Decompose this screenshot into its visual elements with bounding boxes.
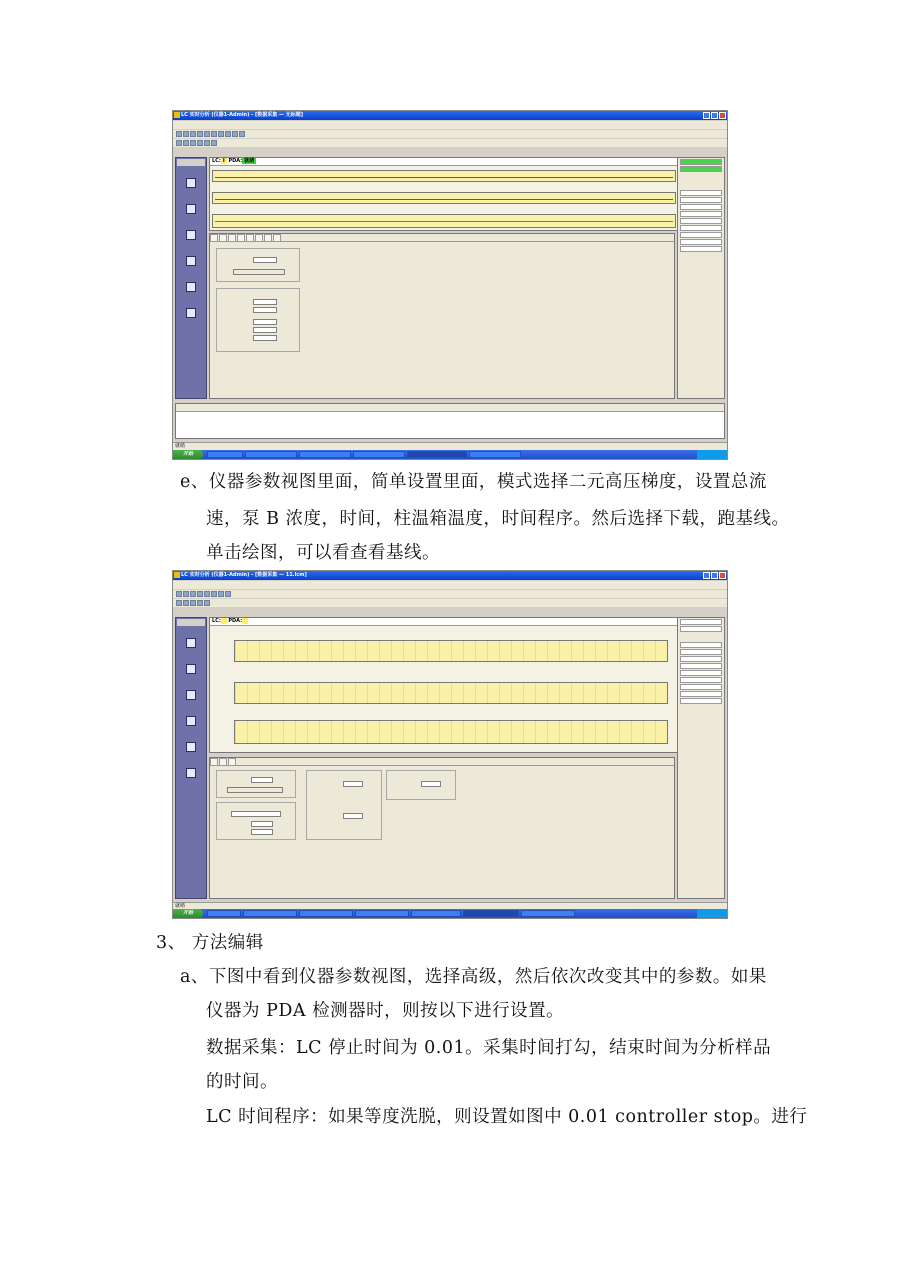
taskbar-item[interactable] [299,910,353,917]
toolbar-secondary [173,599,727,607]
status-field [680,619,722,625]
nav-item[interactable] [176,664,206,675]
status-field [680,232,722,238]
status-field [680,239,722,245]
toolbar-icon[interactable] [176,140,182,146]
window-controls [703,572,726,579]
status-text: 就绪 [175,903,186,909]
status-field [680,197,722,203]
lc-stop-time-input[interactable] [253,257,277,263]
chart-grid [235,641,667,661]
nav-item[interactable] [176,690,206,701]
message-log [175,403,725,439]
tab[interactable] [255,234,263,241]
adc-group [386,770,456,800]
minimize-icon[interactable] [703,572,710,579]
paragraph-lc-line1: LC 时间程序：如果等度洗脱，则设置如图中 0.01 controller stop。进行 [206,1107,808,1127]
maximize-icon[interactable] [711,112,718,119]
save-icon[interactable] [190,591,196,597]
screenshot-lc-realtime-analysis-1 [172,110,728,460]
open-file-icon[interactable] [183,131,189,137]
new-file-icon[interactable] [176,131,182,137]
system-tray [697,450,727,459]
tab[interactable] [246,234,254,241]
app-icon [174,112,180,118]
status-text: 就绪 [175,443,186,449]
instrument-icon [186,664,196,674]
return-icon [186,638,196,648]
sampling-select[interactable] [253,307,277,313]
print-icon[interactable] [197,131,203,137]
paragraph-e-line1: e、仪器参数视图里面，简单设置里面，模式选择二元高压梯度，设置总流 [180,472,767,492]
start-icon [186,690,196,700]
start-button[interactable]: 开始 [173,909,203,918]
status-field [680,663,722,669]
taskbar-item[interactable] [463,910,519,917]
chromatogram-view [209,617,679,753]
screenshot-lc-realtime-analysis-2 [172,570,728,919]
mode-select[interactable] [231,811,281,817]
tab[interactable] [228,234,236,241]
lc-time-program-group [216,248,300,282]
minimize-icon[interactable] [703,112,710,119]
left-nav-pane [175,157,207,399]
system-tray [697,909,727,918]
window-title: LC 实时分析 (仪器1-Admin) - [数据采集 — 无标题] [181,112,304,118]
status-field [680,677,722,683]
nav-pane-title [177,619,205,626]
tab[interactable] [219,234,227,241]
trace-plot[interactable] [212,170,676,182]
status-field [680,684,722,690]
tab[interactable] [210,758,218,765]
acquisition-time-group [216,288,300,352]
pda-group [306,770,382,840]
adc-end-time-input[interactable] [421,781,441,787]
toolbar-icon[interactable] [211,140,217,146]
window-titlebar [173,571,727,580]
paragraph-e-line3: 单击绘图，可以看查看基线。 [206,543,440,563]
paragraph-data-line2: 的时间。 [206,1072,278,1092]
sampling-select[interactable] [253,299,277,305]
status-field [680,656,722,662]
chart-grid [235,683,667,703]
toolbar-icon[interactable] [183,140,189,146]
chromatogram-view [209,157,679,231]
nav-item[interactable] [176,178,206,189]
status-field [680,649,722,655]
status-field [680,246,722,252]
paragraph-a-line1: a、下图中看到仪器参数视图，选择高级，然后依次改变其中的参数。如果 [180,967,767,987]
toolbar-icon[interactable] [197,140,203,146]
instrument-icon [186,178,196,188]
app-icon [174,572,180,578]
tab[interactable] [237,234,245,241]
status-field [680,642,722,648]
tab[interactable] [210,234,218,241]
stop-icon [186,716,196,726]
paragraph-data-line1: 数据采集：LC 停止时间为 0.01。采集时间打勾，结束时间为分析样品 [206,1038,772,1058]
paragraph-e-line2: 速，泵 B 浓度，时间，柱温箱温度，时间程序。然后选择下载，跑基线。 [206,509,790,529]
status-field [680,190,722,196]
toolbar-icon[interactable] [190,600,196,606]
pda-end-time-input[interactable] [343,781,363,787]
time-constant-select[interactable] [253,335,277,341]
toolbar-icon[interactable] [211,591,217,597]
taskbar-item[interactable] [245,451,297,458]
toolbar-icon[interactable] [232,131,238,137]
tab[interactable] [228,758,236,765]
toolbar-icon[interactable] [204,140,210,146]
lc-time-program-group [216,770,296,798]
chart-lc[interactable] [234,640,668,662]
status-bar [173,442,727,450]
taskbar-item[interactable] [411,910,461,917]
status-field [680,204,722,210]
status-side-pane [677,617,725,899]
status-field [680,218,722,224]
data-analysis-icon [186,768,196,778]
window-controls [703,112,726,119]
instrument-parameter-view [209,757,675,899]
tab[interactable] [273,234,281,241]
toolbar-main [173,130,727,138]
apply-all-button[interactable] [233,269,285,275]
nav-item[interactable] [176,308,206,319]
plot-icon [186,742,196,752]
toolbar-icon[interactable] [225,591,231,597]
nav-item[interactable] [176,282,206,293]
toolbar-icon[interactable] [225,131,231,137]
toolbar-secondary [173,139,727,147]
parameter-tabs [210,758,674,766]
baseline-trace [215,221,673,222]
open-file-icon[interactable] [183,591,189,597]
trace-plot[interactable] [212,192,676,204]
nav-item[interactable] [176,742,206,753]
taskbar-item[interactable] [353,451,405,458]
toolbar-icon[interactable] [176,600,182,606]
toolbar-icon[interactable] [211,131,217,137]
chromatogram-header: LC: I PDA: 就绪 [210,158,678,166]
instrument-parameter-view [209,233,675,399]
toolbar-icon[interactable] [190,140,196,146]
chart-pda-spectrum[interactable] [234,720,668,744]
section-3-heading: 3、 方法编辑 [156,933,264,953]
maximize-icon[interactable] [711,572,718,579]
nav-item[interactable] [176,230,206,241]
save-icon[interactable] [190,131,196,137]
toolbar-icon[interactable] [218,591,224,597]
parameter-tabs [210,234,674,242]
start-time-input[interactable] [253,319,277,325]
left-nav-pane [175,617,207,899]
menu-bar [173,581,727,589]
batch-icon [186,256,196,266]
taskbar-item[interactable] [207,451,243,458]
taskbar [173,450,727,459]
status-field [680,698,722,704]
window-titlebar [173,111,727,120]
pump-group [216,802,296,840]
toolbar-icon[interactable] [204,131,210,137]
start-button[interactable]: 开始 [173,450,203,459]
new-file-icon[interactable] [176,591,182,597]
status-field [680,670,722,676]
window-title: LC 实时分析 (仪器1-Admin) - [数据采集 — 11.lcm] [181,572,307,578]
status-field [680,166,722,172]
taskbar-item[interactable] [407,451,467,458]
nav-item[interactable] [176,716,206,727]
data-acquisition-icon [186,230,196,240]
log-column-headers [176,404,724,412]
pump-b-conc-input[interactable] [251,829,273,835]
chart-grid [235,721,667,743]
status-field [680,225,722,231]
toolbar-icon[interactable] [204,600,210,606]
taskbar-item[interactable] [207,910,241,917]
toolbar-icon[interactable] [239,131,245,137]
close-icon[interactable] [719,572,726,579]
nav-item[interactable] [176,638,206,649]
postrun-icon [186,308,196,318]
taskbar-item[interactable] [355,910,409,917]
tab[interactable] [219,758,227,765]
status-field [680,691,722,697]
chromatogram-header: LC: PDA: [210,618,678,626]
trace-plot[interactable] [212,214,676,228]
taskbar-item[interactable] [299,451,351,458]
toolbar-icon[interactable] [183,600,189,606]
status-field [680,626,722,632]
toolbar-main [173,590,727,598]
nav-pane-title [177,159,205,166]
tab[interactable] [264,234,272,241]
print-icon[interactable] [197,591,203,597]
nav-item[interactable] [176,768,206,779]
chart-pda-ch1[interactable] [234,682,668,704]
taskbar-item[interactable] [243,910,297,917]
baseline-trace [215,177,673,178]
taskbar [173,909,727,918]
menu-bar [173,121,727,129]
status-field [680,159,722,165]
nav-item[interactable] [176,204,206,215]
oven-temp-input[interactable] [343,813,363,819]
taskbar-item[interactable] [469,451,521,458]
report-icon [186,282,196,292]
method-icon [186,204,196,214]
toolbar-icon[interactable] [197,600,203,606]
toolbar-icon[interactable] [204,591,210,597]
status-field [680,211,722,217]
status-side-pane [677,157,725,399]
nav-item[interactable] [176,256,206,267]
close-icon[interactable] [719,112,726,119]
baseline-trace [215,199,673,200]
taskbar-item[interactable] [521,910,575,917]
toolbar-icon[interactable] [218,131,224,137]
end-time-input[interactable] [253,327,277,333]
apply-all-button[interactable] [227,787,283,793]
total-flow-input[interactable] [251,821,273,827]
lc-stop-time-input[interactable] [251,777,273,783]
paragraph-a-line2: 仪器为 PDA 检测器时，则按以下进行设置。 [206,1001,565,1021]
